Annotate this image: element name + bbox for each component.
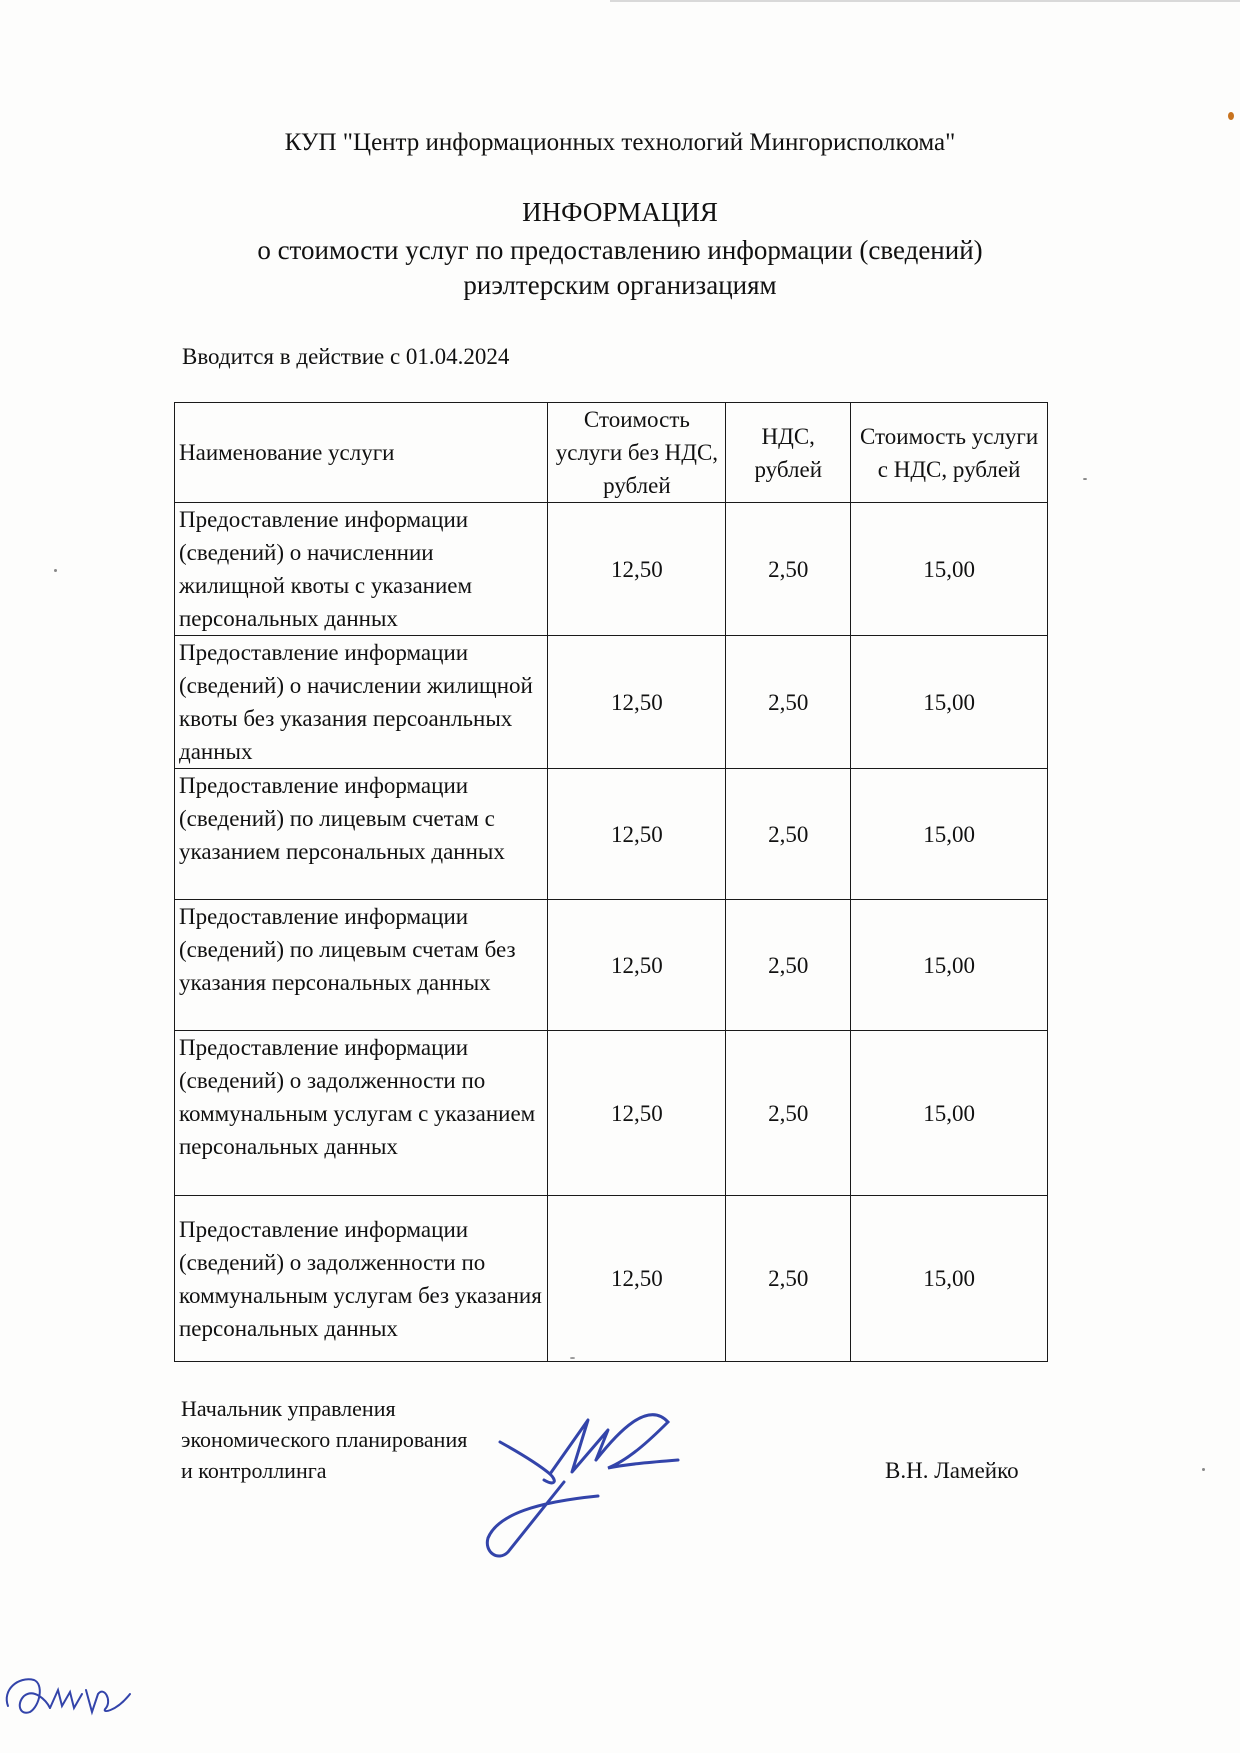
scan-speck (1228, 112, 1234, 120)
vat-cell: 2,50 (726, 1031, 851, 1196)
scan-speck (54, 569, 57, 572)
scan-speck (570, 1357, 575, 1359)
table-row (175, 1196, 1048, 1362)
scan-speck (1202, 1468, 1205, 1471)
vat-cell: 2,50 (726, 900, 851, 1031)
column-header-price-without-vat: Стоимость услуги без НДС, рублей (548, 403, 726, 503)
price-with-vat-cell: 15,00 (851, 503, 1048, 636)
price-without-vat-cell: 12,50 (548, 636, 726, 769)
service-name-cell: Предоставление информации (сведений) по лицевым счетам с указанием персональных данных (175, 769, 548, 900)
service-name-cell: Предоставление информации (сведений) по лицевым счетам без указания персональных данных (175, 900, 548, 1031)
price-without-vat-cell: 12,50 (548, 1196, 726, 1362)
vat-cell: 2,50 (726, 503, 851, 636)
table-row (175, 1031, 1048, 1196)
initials-mark-icon (0, 1650, 150, 1740)
scan-speck (1083, 478, 1087, 480)
column-header-vat: НДС, рублей (726, 403, 851, 503)
price-with-vat-cell: 15,00 (851, 1196, 1048, 1362)
signatory-position: Начальник управления экономического планирования и контроллинга (181, 1396, 468, 1483)
price-without-vat-cell: 12,50 (548, 503, 726, 636)
table-row (175, 769, 1048, 900)
scan-edge-line (610, 0, 1240, 2)
organization-name: КУП "Центр информационных технологий Мингорисполкома" (284, 129, 956, 156)
effective-date: Вводится в действие с 01.04.2024 (182, 344, 510, 369)
document-title: ИНФОРМАЦИЯ (522, 197, 718, 227)
price-with-vat-cell: 15,00 (851, 636, 1048, 769)
service-name-cell: Предоставление информации (сведений) о начисленнии жилищной квоты с указанием персональных данных (175, 503, 548, 636)
table-row (175, 900, 1048, 1031)
service-name-cell: Предоставление информации (сведений) о задолженности по коммунальным услугам без указания персональных данных (175, 1196, 548, 1362)
vat-cell: 2,50 (726, 636, 851, 769)
column-header-price-with-vat: Стоимость услуги с НДС, рублей (851, 403, 1048, 503)
column-header-service-name: Наименование услуги (175, 403, 548, 503)
table-row (175, 636, 1048, 769)
price-without-vat-cell: 12,50 (548, 900, 726, 1031)
price-without-vat-cell: 12,50 (548, 769, 726, 900)
signatory-name: В.Н. Ламейко (885, 1458, 1019, 1483)
vat-cell: 2,50 (726, 769, 851, 900)
price-with-vat-cell: 15,00 (851, 769, 1048, 900)
table-header-row (175, 403, 1048, 503)
vat-cell: 2,50 (726, 1196, 851, 1362)
table-row (175, 503, 1048, 636)
price-without-vat-cell: 12,50 (548, 1031, 726, 1196)
service-name-cell: Предоставление информации (сведений) о начислении жилищной квоты без указания персоанльных данных (175, 636, 548, 769)
document-subtitle: о стоимости услуг по предоставлению информации (сведений) риэлтерским организациям (257, 235, 983, 300)
price-with-vat-cell: 15,00 (851, 1031, 1048, 1196)
price-table (174, 402, 1048, 1362)
signature-icon (478, 1402, 698, 1562)
service-name-cell: Предоставление информации (сведений) о задолженности по коммунальным услугам с указанием персональных данных (175, 1031, 548, 1196)
price-with-vat-cell: 15,00 (851, 900, 1048, 1031)
